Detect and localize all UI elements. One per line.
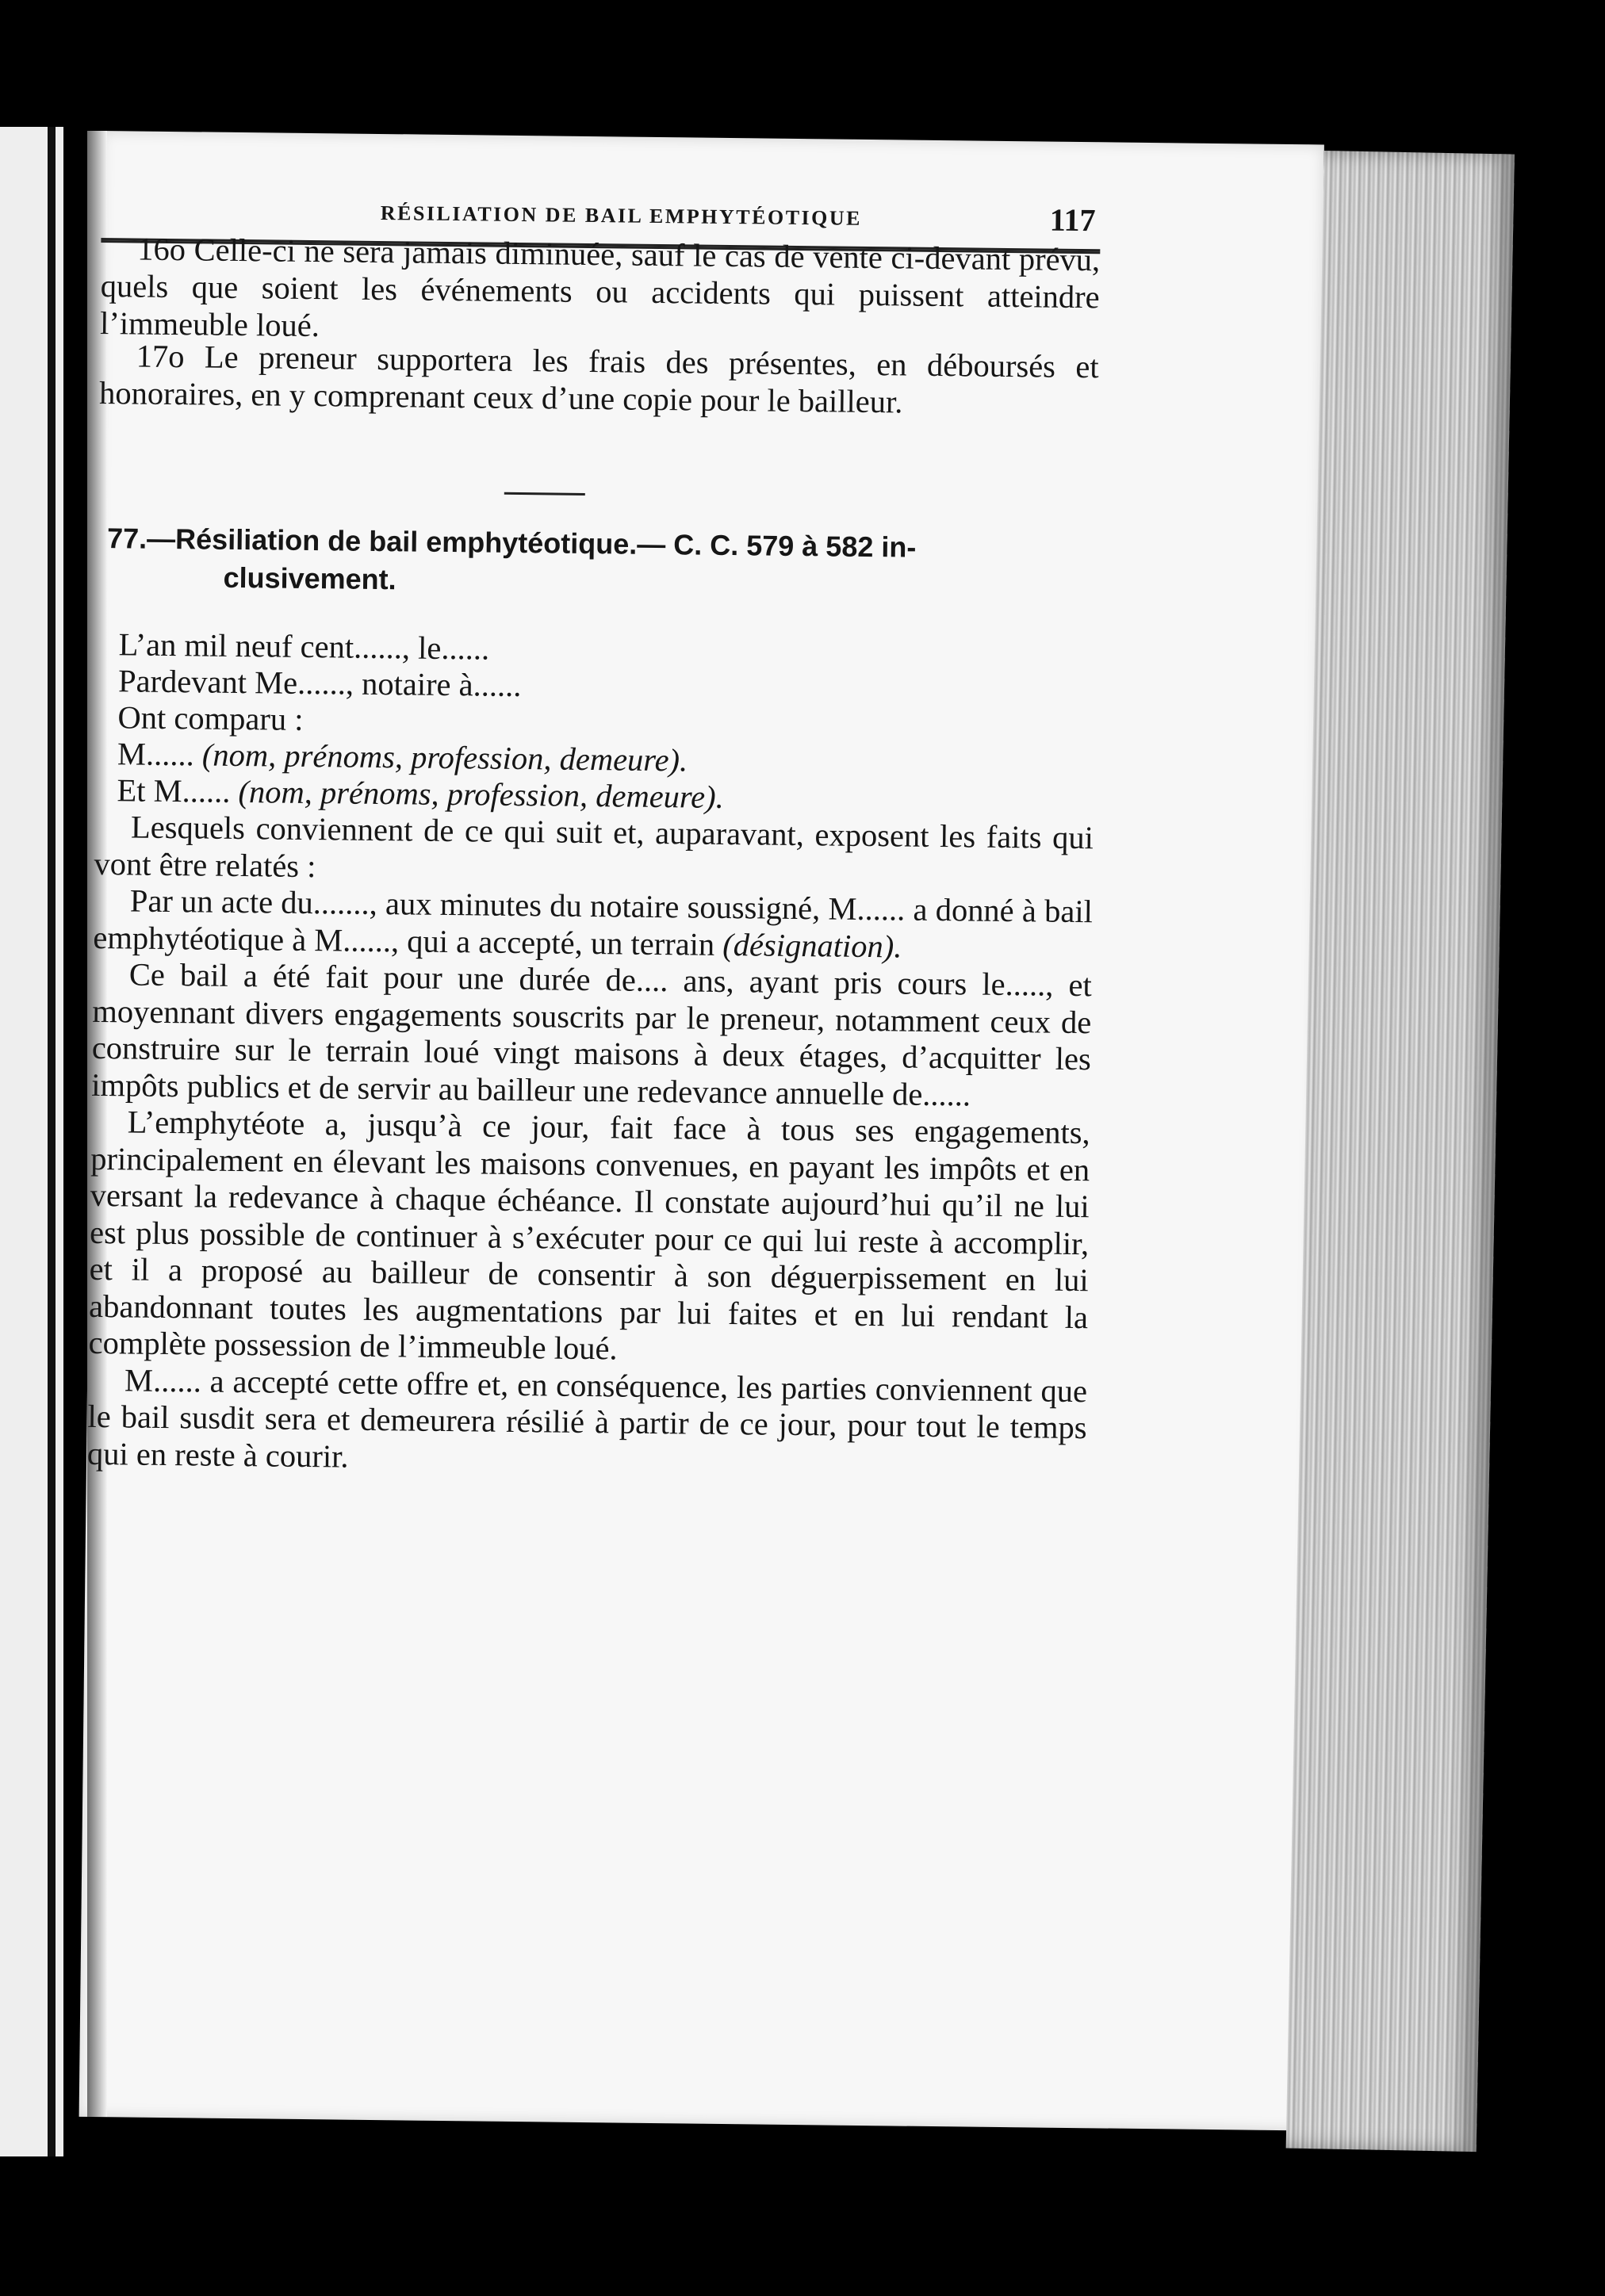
clause-17: 17o Le preneur supportera les frais des présentes, en déboursés et honoraires, en y comprenant ceux d’une copie pour le bailleur.	[98, 338, 1099, 420]
party-1-details: (nom, prénoms, profession, demeure).	[201, 737, 688, 779]
deed-body	[87, 809, 1094, 1483]
article-title-line-2: clusivement.	[223, 561, 396, 596]
body-paragraph-5: M...... a accepté cette offre et, en conséquence, les parties conviennent que le bail susdit sera et demeurera résilié à partir de ce jour, pour tout le temps qui en reste à courir.	[86, 1361, 1088, 1475]
party-2-details: (nom, prénoms, profession, demeure).	[238, 774, 725, 815]
deed-formula	[117, 626, 1096, 820]
body-paragraph-4: L’emphytéote a, jusqu’à ce jour, fait face à tous ses engagements, principalement en élevant les maisons convenues, en payant les impôts et en versant la redevance à chaque échéance. Il constate aujourd’hui qu’il ne lui est plus possible de continuer à s’exécuter pour ce qui lui reste à accomplir, et il a proposé au bailleur de consentir à son déguerpissement en lui abandonnant toutes les augmentations par lui faites et en lui rendant la complète possession de l’immeuble loué.	[88, 1104, 1090, 1367]
body-paragraph-2	[93, 882, 1093, 967]
formula-appeared-line: Ont comparu :	[117, 699, 304, 737]
page-number: 117	[1049, 201, 1096, 239]
clause-16: 16o Celle-ci ne sera jamais diminuée, sauf le cas de vente ci-devant prévu, quels que soient les événements ou accidents qui puissent atteindre l’immeuble loué.	[99, 231, 1101, 344]
article-title	[106, 519, 1098, 607]
binding-gutter	[48, 127, 56, 2156]
formula-notary-line: Pardevant Me......, notaire à......	[117, 663, 522, 704]
body-paragraph-2-text: Par un acte du......., aux minutes du notaire soussigné, M...... a donné à bail emphytéotique à M......, qui a accepté, un terrain	[93, 882, 1094, 962]
body-paragraph-3: Ce bail a été fait pour une durée de.... ans, ayant pris cours le....., et moyennant divers engagements souscrits par le preneur, notamment ceux de construire sur le terrain loué vingt maisons à deux étages, d’acquitter les impôts publics et de servir au bailleur une redevance annuelle de......	[91, 956, 1093, 1113]
body-paragraph-2-italic: (désignation).	[722, 926, 902, 965]
running-head-title: RÉSILIATION DE BAIL EMPHYTÉOTIQUE	[380, 201, 863, 230]
party-1-prefix: M......	[117, 736, 203, 773]
page-block-edges	[1286, 151, 1515, 2152]
party-2-prefix: Et M......	[117, 772, 239, 810]
body-paragraph-1: Lesquels conviennent de ce qui suit et, auparavant, exposent les faits qui vont être relatés :	[94, 809, 1094, 884]
formula-date-line: L’an mil neuf cent......, le......	[118, 626, 490, 667]
article-title-line-1: 77.—Résiliation de bail emphytéotique.— C. C. 579 à 582 in-	[106, 522, 917, 564]
